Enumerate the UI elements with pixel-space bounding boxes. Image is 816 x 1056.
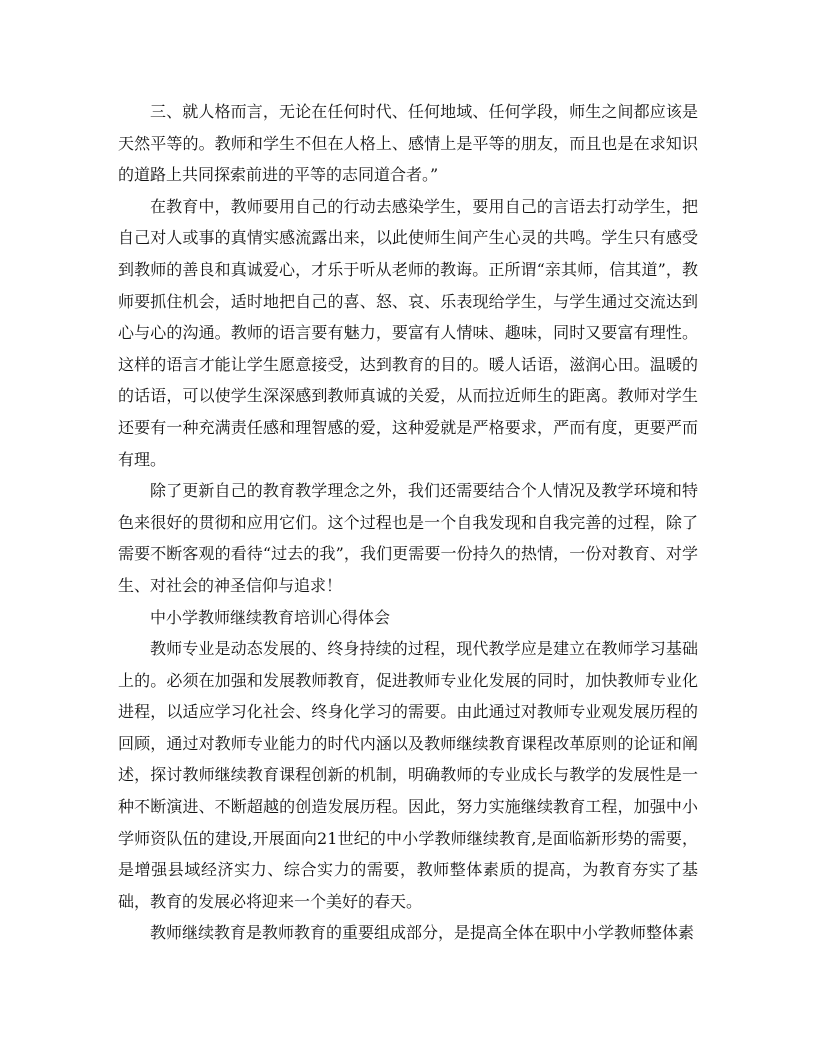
section-heading: 中小学教师继续教育培训心得体会 <box>150 607 391 627</box>
paragraph-teacher-language: 在教育中，教师要用自己的行动去感染学生，要用自己的言语去打动学生，把自己对人或事的真情实感流露出来，以此使师生间产生心灵的共鸣。学生只有感受到教师的善良和真诚爱心，才乐于听从老师的教诲。正所谓“亲其师，信其道”，教师要抓住机会，适时地把自己的喜、怒、哀、乐表现给学生，与学生通过交流达到心与心的沟通。教师的语言要有魅力，要富有人情味、趣味，同时又要富有理性。这样的语言才能让学生愿意接受，达到教育的目的。暖人话语，滋润心田。温暖的的话语，可以使学生深深感到教师真诚的关爱，从而拉近师生的距离。教师对学生还要有一种充满责任感和理智感的爱，这种爱就是严格要求，严而有度，更要严而有理。 <box>118 196 698 469</box>
paragraph-continuing-education: 教师继续教育是教师教育的重要组成部分，是提高全体在职中小学教师整体素 <box>150 923 695 943</box>
paragraph-teaching-philosophy: 除了更新自己的教育教学理念之外，我们还需要结合个人情况及教学环境和特色来很好的贯彻和应用它们。这个过程也是一个自我发现和自我完善的过程，除了需要不断客观的看待“过去的我”，我们更需要一份持久的热情，一份对教育、对学生、对社会的神圣信仰与追求！ <box>118 481 698 595</box>
document-body <box>118 96 698 949</box>
paragraph-professional-development: 教师专业是动态发展的、终身持续的过程，现代教学应是建立在教师学习基础上的。必须在加强和发展教师教育，促进教师专业化发展的同时，加快教师专业化进程，以适应学习化社会、终身化学习的需要。由此通过对教师专业观发展历程的回顾，通过对教师专业能力的时代内涵以及教师继续教育课程改革原则的论证和阐述，探讨教师继续教育课程创新的机制，明确教师的专业成长与教学的发展性是一种不断演进、不断超越的创造发展历程。因此，努力实施继续教育工程，加强中小学师资队伍的建设,开展面向21世纪的中小学教师继续教育,是面临新形势的需要，是增强县域经济实力、综合实力的需要，教师整体素质的提高，为教育夯实了基础，教育的发展必将迎来一个美好的春天。 <box>118 639 698 911</box>
paragraph-equality: 三、就人格而言，无论在任何时代、任何地域、任何学段，师生之间都应该是天然平等的。教师和学生不但在人格上、感情上是平等的朋友，而且也是在求知识的道路上共同探索前进的平等的志同道合者。” <box>118 102 698 185</box>
